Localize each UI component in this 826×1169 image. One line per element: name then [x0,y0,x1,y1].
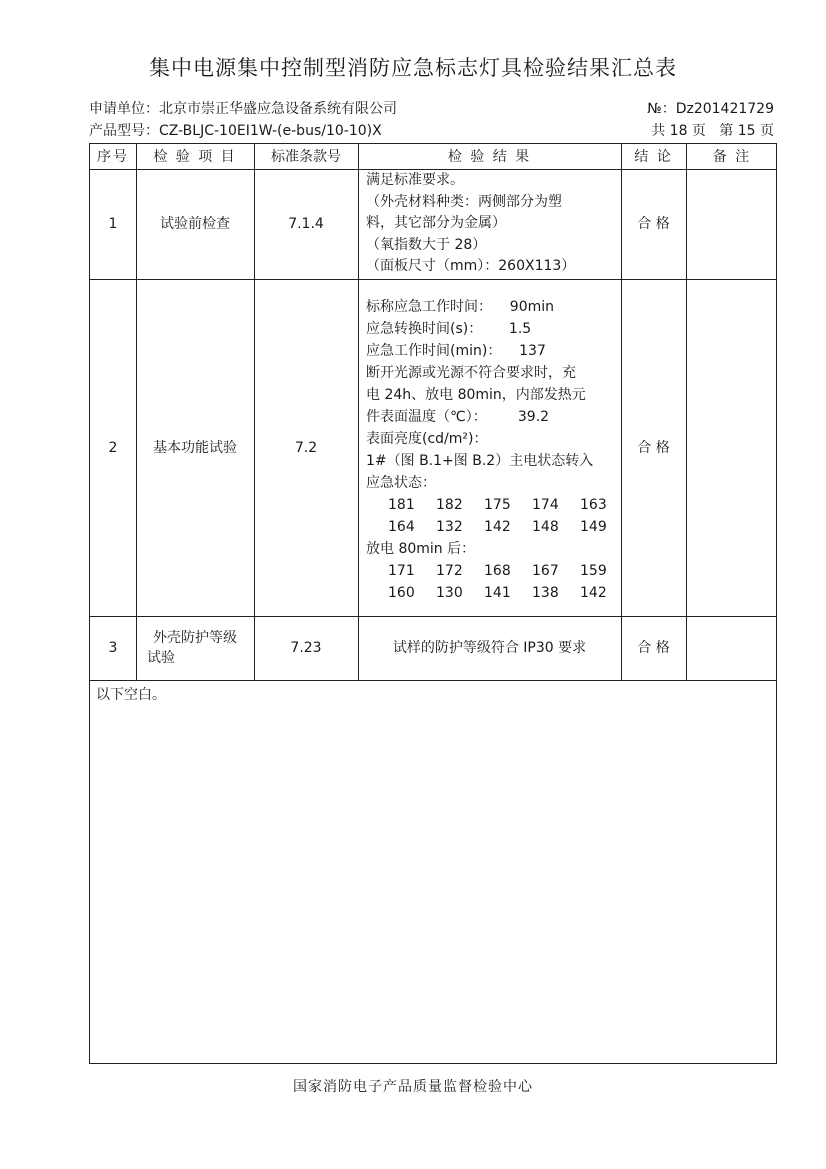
row3-clause: 7.23 [290,640,322,656]
results-table [89,143,777,1064]
luminance-value: 182 [436,497,463,513]
luminance-value: 164 [388,519,415,535]
result-line: （氧指数大于 28） [366,236,487,253]
luminance-value: 130 [436,585,463,601]
row3-result: 试样的防护等级符合 IP30 要求 [392,640,587,656]
header-no: 序号 [97,148,129,165]
luminance-value: 167 [532,563,559,579]
luminance-row [366,494,628,516]
luminance-value: 181 [388,497,415,513]
result-line: 料，其它部分为金属） [366,215,506,231]
row2-result [366,296,628,604]
result-line: （面板尺寸（mm）：260X113） [366,258,576,274]
row1-clause: 7.1.4 [288,216,324,232]
luminance-row [366,516,628,538]
header-remark: 备 注 [712,148,752,165]
luminance-value: 141 [484,585,511,601]
row3-item [136,616,254,680]
row2-remark [686,279,778,616]
luminance-value: 174 [532,497,559,513]
row2-clause: 7.2 [294,439,318,456]
result-line: 标称应急工作时间： 90min [366,299,555,315]
report-number: №：Dz201421729 [647,101,774,117]
page-count: 共 18 页 第 15 页 [651,123,774,139]
row1-result [366,170,575,278]
luminance-value: 168 [484,563,511,579]
issuer-footer: 国家消防电子产品质量监督检验中心 [293,1079,533,1095]
result-line: （外壳材料种类：两侧部分为塑 [366,193,562,210]
result-line: 件表面温度（℃）： 39.2 [366,409,550,425]
luminance-value: 160 [388,585,415,601]
result-line: 满足标准要求。 [366,172,464,188]
header-result: 检 验 结 果 [447,148,532,165]
luminance-row [366,560,628,582]
luminance-value: 175 [484,497,511,513]
row2-conclusion: 合 格 [637,439,670,456]
row3-no: 3 [108,640,118,656]
result-line: 断开光源或光源不符合要求时，充 [366,365,576,381]
result-line: 应急转换时间(s)： 1.5 [366,321,532,337]
item-line: 外壳防护等级 [153,630,237,646]
result-line: 放电 80min 后： [366,541,476,557]
item-line: 试验 [147,650,175,666]
luminance-value: 163 [580,497,607,513]
result-line: 应急状态： [366,475,436,491]
luminance-value: 172 [436,563,463,579]
luminance-value: 148 [532,519,559,535]
luminance-value: 171 [388,563,415,579]
luminance-value: 142 [484,519,511,535]
row2-item: 基本功能试验 [153,439,237,456]
row1-no: 1 [108,216,118,232]
luminance-value: 142 [580,585,607,601]
document-title: 集中电源集中控制型消防应急标志灯具检验结果汇总表 [149,56,677,80]
row3-conclusion: 合 格 [637,640,670,656]
row2-no: 2 [108,439,118,456]
result-line: 表面亮度(cd/m²)： [366,431,488,447]
result-line: 应急工作时间(min)： 137 [366,343,546,359]
model-line: 产品型号：CZ-BLJC-10EⅠ1W-(e-bus/10-10)X [89,123,382,139]
header-clause: 标准条款号 [271,148,341,165]
header-conclusion: 结 论 [634,148,673,165]
luminance-value: 149 [580,519,607,535]
luminance-value: 138 [532,585,559,601]
luminance-row [366,582,628,604]
row-divider [90,680,776,681]
result-line: 1#（图 B.1+图 B.2）主电状态转入 [366,453,594,469]
luminance-value: 159 [580,563,607,579]
row1-item: 试验前检查 [160,216,230,232]
blank-note: 以下空白。 [96,687,166,703]
row1-remark [686,169,778,279]
result-line: 电 24h、放电 80min，内部发热元 [366,387,586,403]
row3-remark [686,616,778,680]
header-item: 检 验 项 目 [153,148,237,165]
col-divider [358,144,359,680]
row1-conclusion: 合 格 [637,216,670,232]
applicant-line: 申请单位：北京市崇正华盛应急设备系统有限公司 [89,101,397,117]
luminance-value: 132 [436,519,463,535]
